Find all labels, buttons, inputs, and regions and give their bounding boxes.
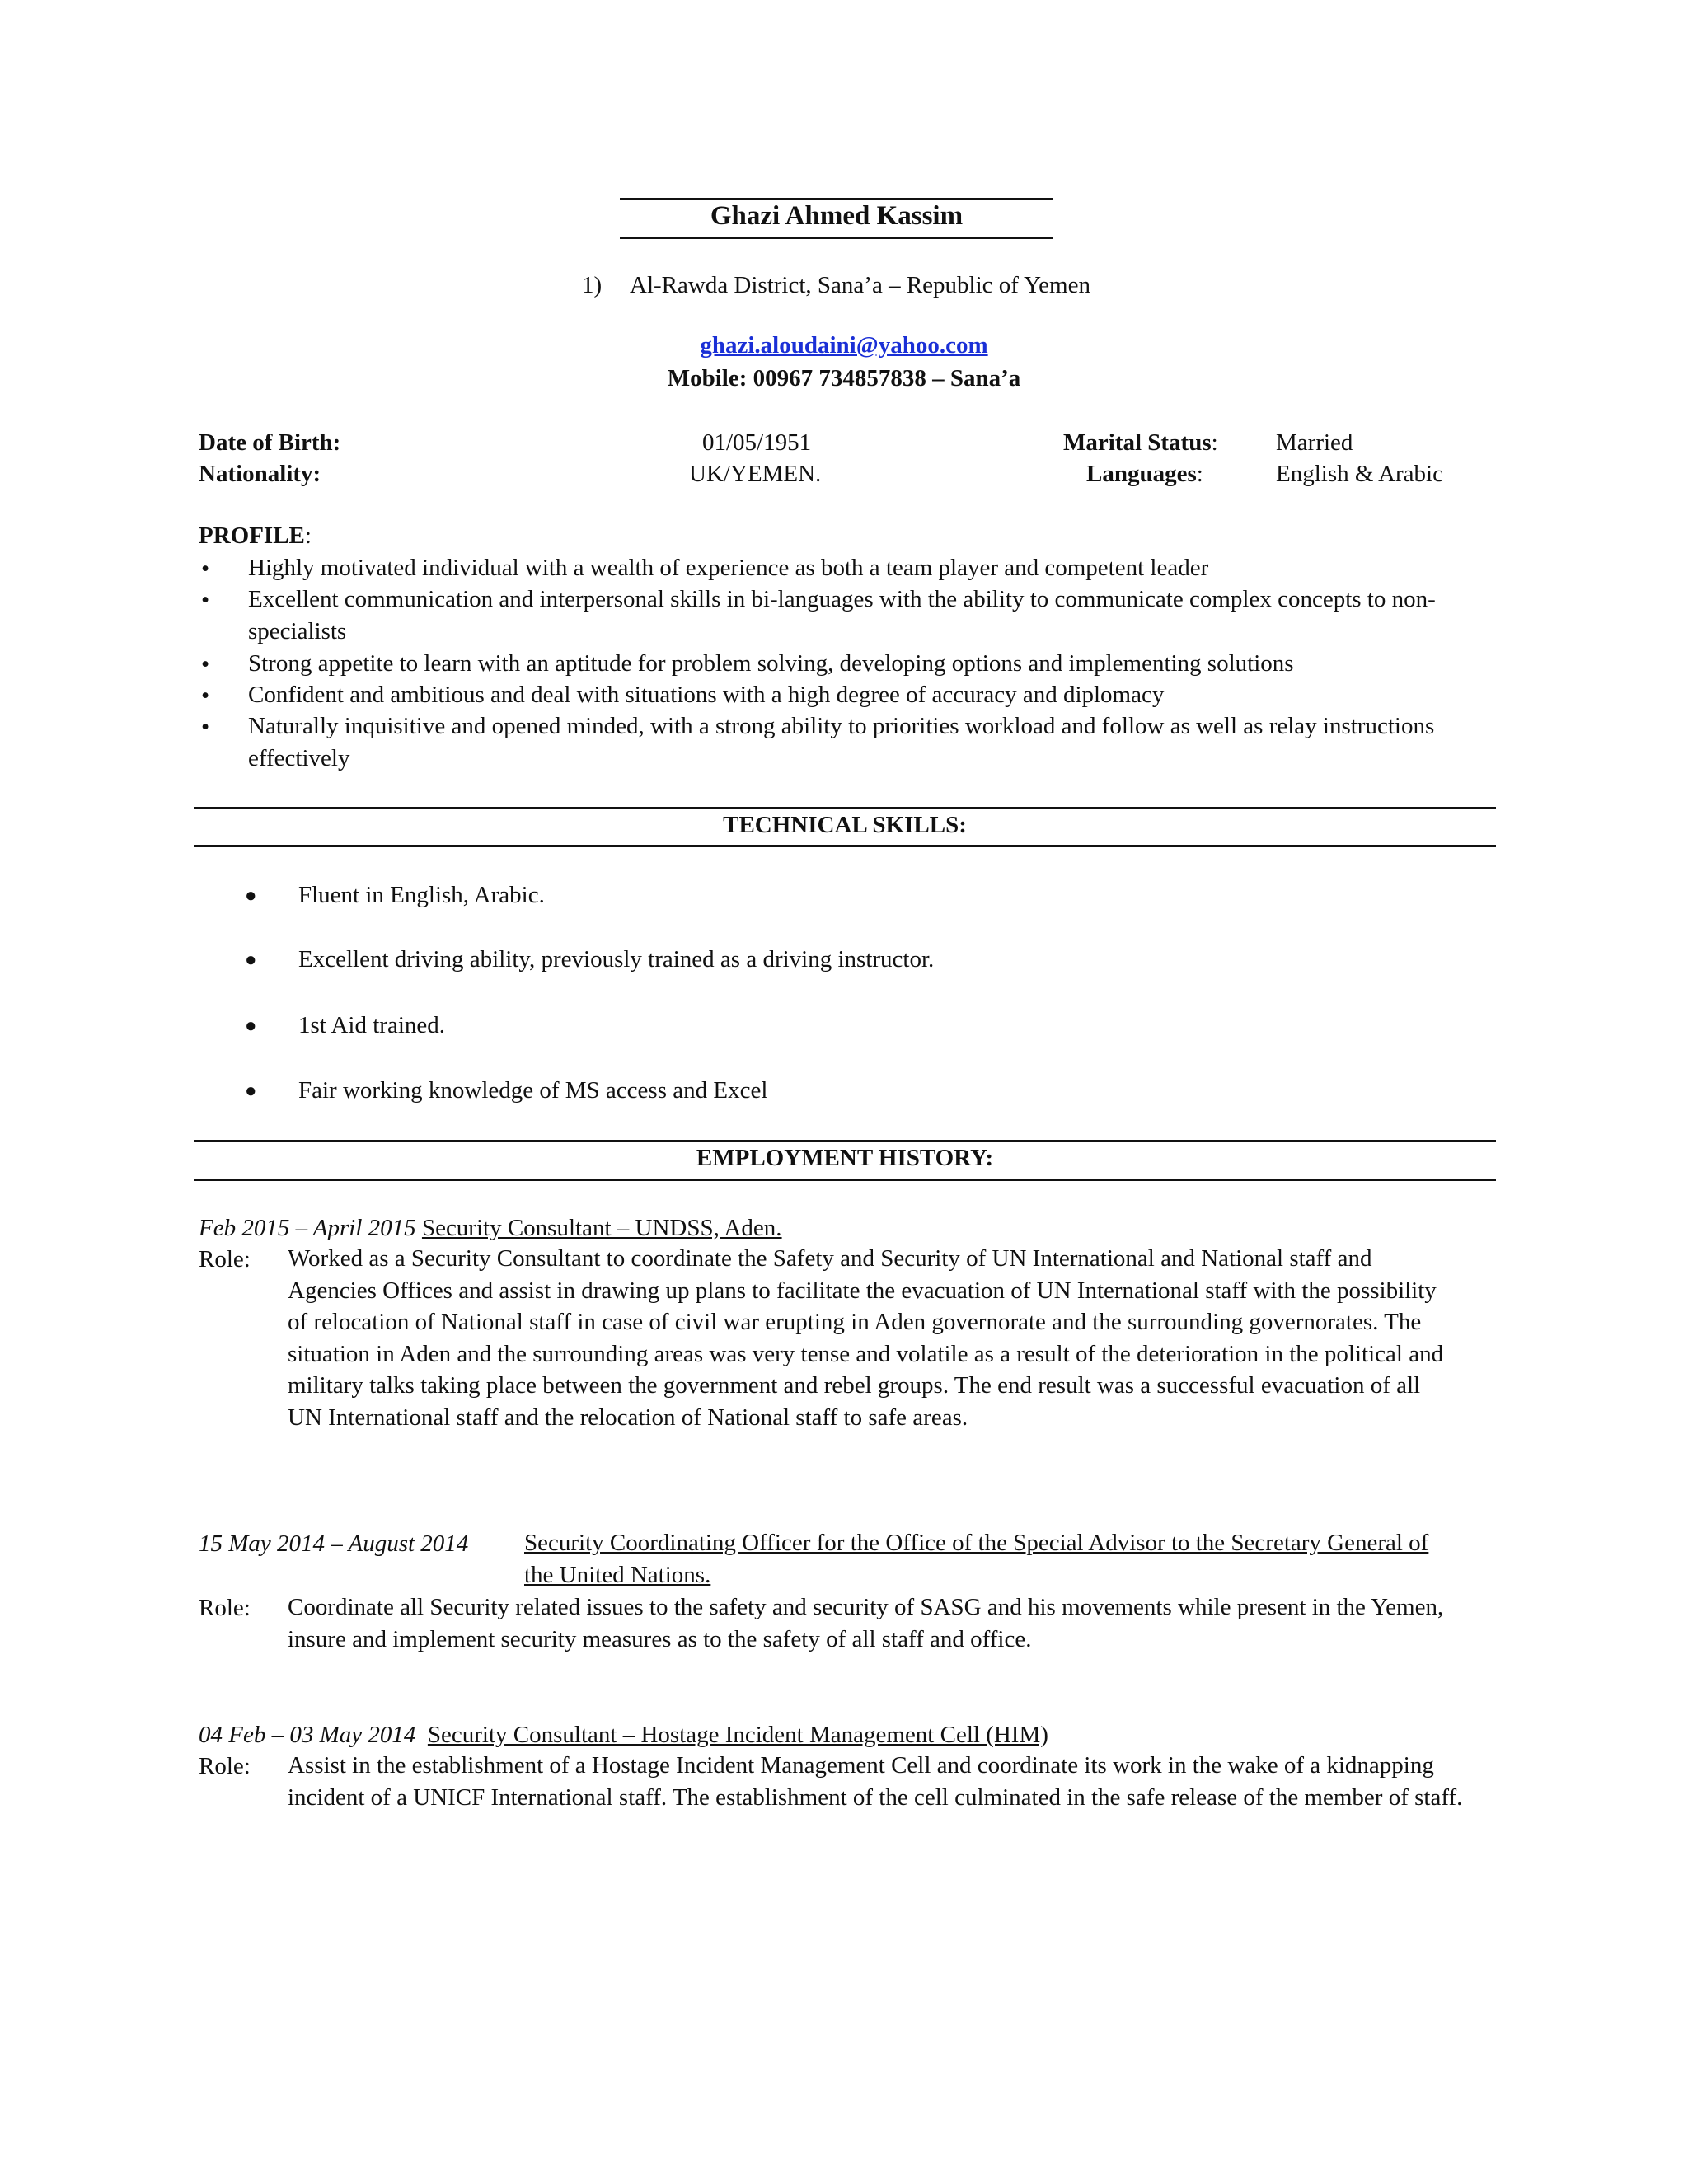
job-dates: 04 Feb – 03 May 2014 xyxy=(199,1722,416,1748)
skill-bullet: ● xyxy=(245,1080,257,1102)
profile-bullet: • xyxy=(201,651,210,677)
nationality-label: Nationality: xyxy=(199,461,321,487)
role-label: Role: xyxy=(199,1753,251,1779)
profile-item: Confident and ambitious and deal with situations with a high degree of accuracy and diplomacy xyxy=(248,682,1165,708)
marital-value: Married xyxy=(1276,429,1353,456)
marital-label: Marital Status xyxy=(1063,429,1212,456)
skill-bullet: ● xyxy=(245,1015,257,1037)
languages-row xyxy=(1086,461,1203,488)
languages-colon: : xyxy=(1196,461,1203,487)
profile-item: Strong appetite to learn with an aptitude for problem solving, developing options and implementing solutions xyxy=(248,650,1294,677)
name-top-rule xyxy=(620,198,1053,200)
job-header xyxy=(199,1215,782,1242)
marital-colon: : xyxy=(1211,429,1218,456)
role-label: Role: xyxy=(199,1246,251,1272)
job-title: Security Consultant – UNDSS, Aden. xyxy=(421,1215,782,1241)
technical-bottom-rule xyxy=(194,845,1496,847)
skill-bullet: ● xyxy=(245,949,257,971)
job-dates: Feb 2015 – April 2015 xyxy=(199,1215,416,1241)
job-title: Security Consultant – Hostage Incident Management Cell (HIM) xyxy=(427,1722,1048,1748)
job-header xyxy=(199,1722,1048,1749)
profile-item: Naturally inquisitive and opened minded, with a strong ability to priorities workload and follow as well as relay instructions effectively xyxy=(248,713,1435,771)
candidate-name: Ghazi Ahmed Kassim xyxy=(710,201,964,231)
employment-bottom-rule xyxy=(194,1179,1496,1181)
languages-value: English & Arabic xyxy=(1276,461,1443,487)
role-label: Role: xyxy=(199,1595,251,1621)
job-dates: 15 May 2014 – August 2014 xyxy=(199,1530,469,1557)
profile-bullet: • xyxy=(201,555,210,582)
profile-item: Excellent communication and interpersonal skills in bi-languages with the ability to communicate complex concepts to non-specialists xyxy=(248,586,1436,644)
address: Al-Rawda District, Sana’a – Republic of Yemen xyxy=(630,272,1090,298)
technical-top-rule xyxy=(194,807,1496,809)
employment-top-rule xyxy=(194,1140,1496,1142)
profile-bullet: • xyxy=(201,587,210,613)
email-link[interactable]: ghazi.aloudaini@yahoo.com xyxy=(700,332,988,359)
marital-row xyxy=(1063,429,1218,457)
job-role: Worked as a Security Consultant to coordinate the Safety and Security of UN International and National staff and Agencies Offices and assist in drawing up plans to facilitate the evacuation of UN International staff with the possibility of relocation of National staff in case of civil war erupting in Aden governorate and the surrounding governorates. The situation in Aden and the surrounding areas was very tense and volatile as a result of the deterioration in the political and military talks taking place between the government and rebel groups. The end result was a successful evacuation of all UN International staff and the relocation of National staff to safe areas. xyxy=(288,1245,1444,1431)
skill-item: 1st Aid trained. xyxy=(298,1012,446,1038)
skill-bullet: ● xyxy=(245,885,257,907)
address-index: 1) xyxy=(582,272,603,298)
skill-item: Fair working knowledge of MS access and Excel xyxy=(298,1077,768,1104)
email-row xyxy=(0,332,1688,359)
profile-item: Highly motivated individual with a wealth of experience as both a team player and competent leader xyxy=(248,555,1209,581)
employment-heading: EMPLOYMENT HISTORY: xyxy=(696,1145,994,1171)
profile-bullet: • xyxy=(201,714,210,740)
technical-heading: TECHNICAL SKILLS: xyxy=(723,812,967,838)
mobile: Mobile: 00967 734857838 – Sana’a xyxy=(667,365,1021,391)
job-role: Assist in the establishment of a Hostage Incident Management Cell and coordinate its work in the wake of a kidnapping incident of a UNICF International staff. The establishment of the cell culminated in the safe release of the member of staff. xyxy=(288,1752,1463,1811)
skill-item: Excellent driving ability, previously trained as a driving instructor. xyxy=(298,946,935,972)
nationality-value: UK/YEMEN. xyxy=(689,461,822,487)
profile-bullet: • xyxy=(201,682,210,709)
dob-value: 01/05/1951 xyxy=(702,429,812,456)
dob-label: Date of Birth: xyxy=(199,429,341,456)
name-bottom-rule xyxy=(620,237,1053,239)
skill-item: Fluent in English, Arabic. xyxy=(298,882,545,908)
job-role: Coordinate all Security related issues to the safety and security of SASG and his movements while present in the Yemen, insure and implement security measures as to the safety of all staff and office. xyxy=(288,1594,1444,1652)
profile-heading: PROFILE: xyxy=(199,523,312,549)
job-title: Security Coordinating Officer for the Office of the Special Advisor to the Secretary General of the United Nations. xyxy=(524,1530,1429,1588)
languages-label: Languages xyxy=(1086,461,1197,487)
